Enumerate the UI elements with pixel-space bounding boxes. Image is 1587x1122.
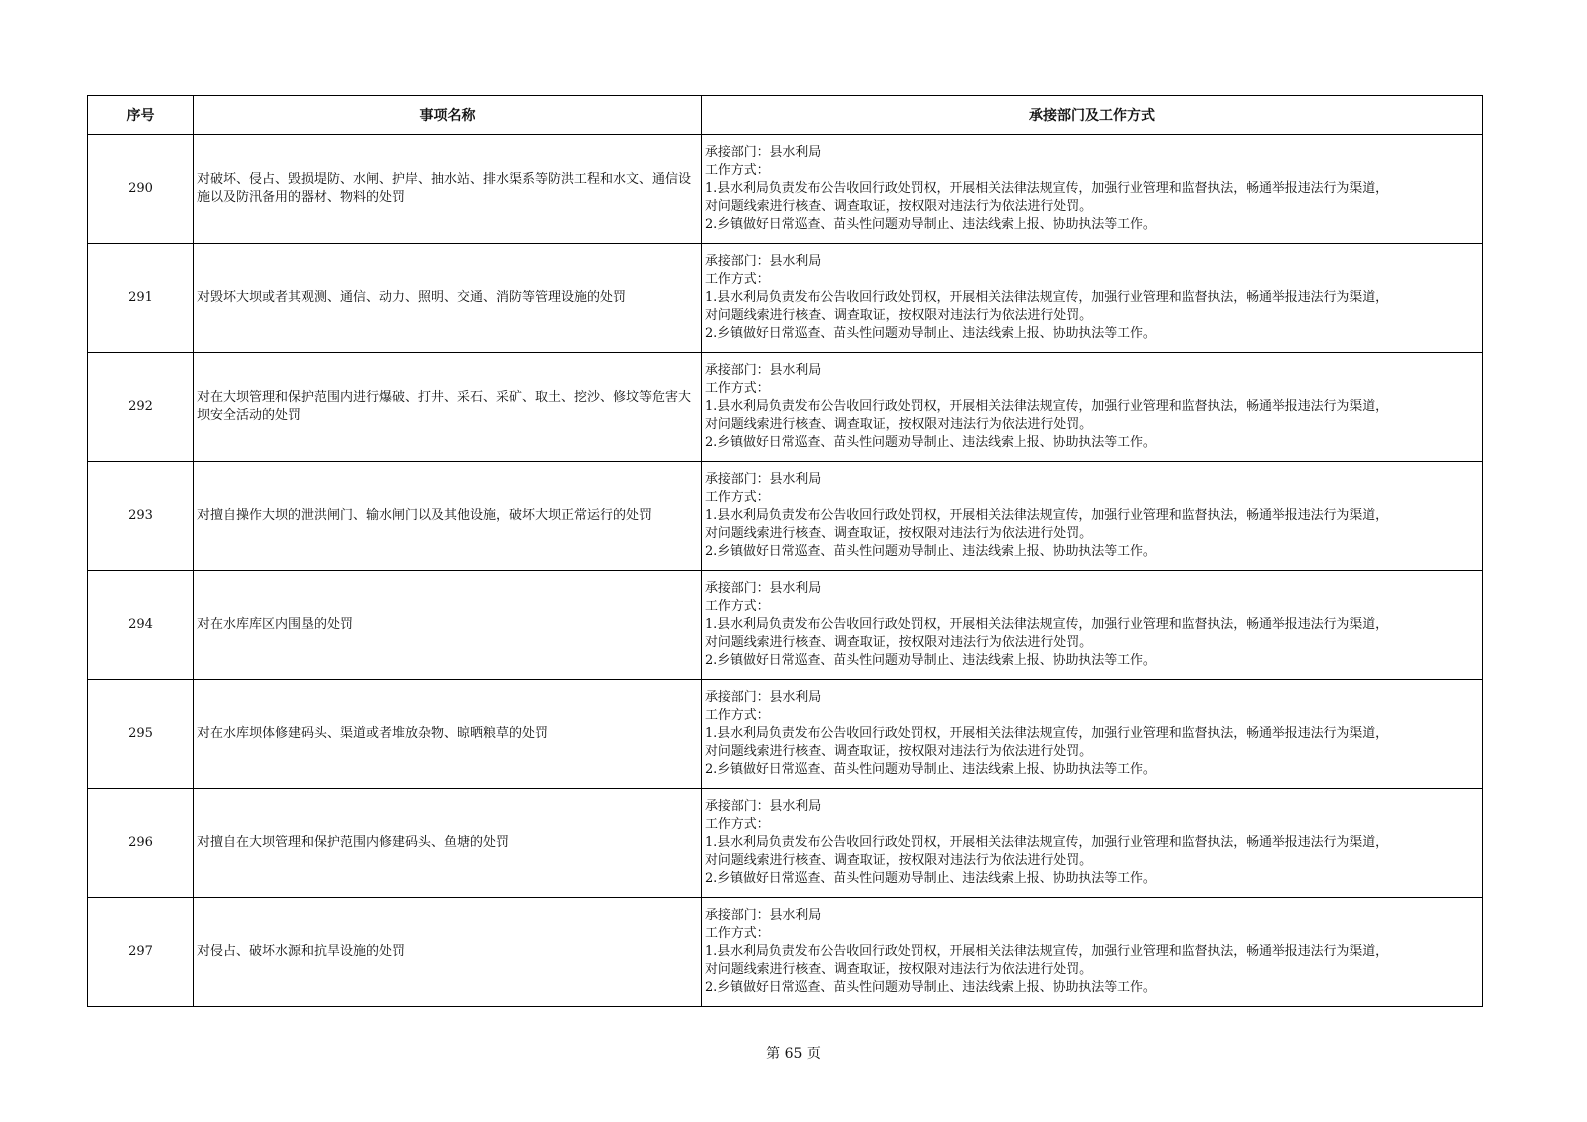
items-table bbox=[87, 95, 1483, 1007]
department-method-line: 2.乡镇做好日常巡查、苗头性问题劝导制止、违法线索上报、协助执法等工作。 bbox=[705, 326, 1156, 341]
row-serial-number: 294 bbox=[88, 571, 194, 680]
row-department-method bbox=[702, 571, 1483, 680]
department-method-line: 承接部门：县水利局 bbox=[705, 799, 822, 814]
department-method-line: 对问题线索进行核查、调查取证，按权限对违法行为依法进行处罚。 bbox=[705, 308, 1093, 323]
table-row bbox=[88, 135, 1483, 244]
header-serial-number: 序号 bbox=[88, 96, 194, 135]
department-method-line: 承接部门：县水利局 bbox=[705, 581, 822, 596]
department-method-line: 1.县水利局负责发布公告收回行政处罚权，开展相关法律法规宣传，加强行业管理和监督执法，畅通举报违法行为渠道， bbox=[705, 399, 1389, 414]
row-department-method bbox=[702, 789, 1483, 898]
department-method-line: 1.县水利局负责发布公告收回行政处罚权，开展相关法律法规宣传，加强行业管理和监督执法，畅通举报违法行为渠道， bbox=[705, 944, 1389, 959]
department-method-line: 工作方式： bbox=[705, 817, 770, 832]
department-method-line: 工作方式： bbox=[705, 272, 770, 287]
row-serial-number: 293 bbox=[88, 462, 194, 571]
row-serial-number: 290 bbox=[88, 135, 194, 244]
department-method-line: 2.乡镇做好日常巡查、苗头性问题劝导制止、违法线索上报、协助执法等工作。 bbox=[705, 653, 1156, 668]
row-item-name: 对侵占、破坏水源和抗旱设施的处罚 bbox=[194, 898, 702, 1007]
department-method-line: 工作方式： bbox=[705, 708, 770, 723]
row-department-method bbox=[702, 244, 1483, 353]
department-method-line: 2.乡镇做好日常巡查、苗头性问题劝导制止、违法线索上报、协助执法等工作。 bbox=[705, 544, 1156, 559]
table-row bbox=[88, 462, 1483, 571]
department-method-line: 对问题线索进行核查、调查取证，按权限对违法行为依法进行处罚。 bbox=[705, 417, 1093, 432]
department-method-line: 2.乡镇做好日常巡查、苗头性问题劝导制止、违法线索上报、协助执法等工作。 bbox=[705, 217, 1156, 232]
row-item-name: 对在水库库区内围垦的处罚 bbox=[194, 571, 702, 680]
row-serial-number: 296 bbox=[88, 789, 194, 898]
row-department-method bbox=[702, 680, 1483, 789]
department-method-line: 2.乡镇做好日常巡查、苗头性问题劝导制止、违法线索上报、协助执法等工作。 bbox=[705, 980, 1156, 995]
department-method-line: 对问题线索进行核查、调查取证，按权限对违法行为依法进行处罚。 bbox=[705, 635, 1093, 650]
department-method-line: 工作方式： bbox=[705, 163, 770, 178]
department-method-line: 承接部门：县水利局 bbox=[705, 908, 822, 923]
department-method-line: 工作方式： bbox=[705, 599, 770, 614]
row-item-name: 对擅自在大坝管理和保护范围内修建码头、鱼塘的处罚 bbox=[194, 789, 702, 898]
department-method-line: 工作方式： bbox=[705, 926, 770, 941]
department-method-line: 1.县水利局负责发布公告收回行政处罚权，开展相关法律法规宣传，加强行业管理和监督执法，畅通举报违法行为渠道， bbox=[705, 617, 1389, 632]
row-item-name: 对破坏、侵占、毁损堤防、水闸、护岸、抽水站、排水渠系等防洪工程和水文、通信设施以及防汛备用的器材、物料的处罚 bbox=[194, 135, 702, 244]
department-method-line: 1.县水利局负责发布公告收回行政处罚权，开展相关法律法规宣传，加强行业管理和监督执法，畅通举报违法行为渠道， bbox=[705, 290, 1389, 305]
page-number: 第 65 页 bbox=[766, 1046, 821, 1062]
department-method-line: 1.县水利局负责发布公告收回行政处罚权，开展相关法律法规宣传，加强行业管理和监督执法，畅通举报违法行为渠道， bbox=[705, 835, 1389, 850]
table-row bbox=[88, 571, 1483, 680]
department-method-line: 对问题线索进行核查、调查取证，按权限对违法行为依法进行处罚。 bbox=[705, 962, 1093, 977]
department-method-line: 1.县水利局负责发布公告收回行政处罚权，开展相关法律法规宣传，加强行业管理和监督执法，畅通举报违法行为渠道， bbox=[705, 181, 1389, 196]
department-method-line: 承接部门：县水利局 bbox=[705, 363, 822, 378]
row-serial-number: 291 bbox=[88, 244, 194, 353]
row-department-method bbox=[702, 135, 1483, 244]
table-row bbox=[88, 353, 1483, 462]
department-method-line: 承接部门：县水利局 bbox=[705, 145, 822, 160]
row-item-name: 对在水库坝体修建码头、渠道或者堆放杂物、晾晒粮草的处罚 bbox=[194, 680, 702, 789]
table-row bbox=[88, 244, 1483, 353]
row-department-method bbox=[702, 353, 1483, 462]
table-row bbox=[88, 680, 1483, 789]
department-method-line: 承接部门：县水利局 bbox=[705, 690, 822, 705]
department-method-line: 2.乡镇做好日常巡查、苗头性问题劝导制止、违法线索上报、协助执法等工作。 bbox=[705, 762, 1156, 777]
row-item-name: 对擅自操作大坝的泄洪闸门、输水闸门以及其他设施，破坏大坝正常运行的处罚 bbox=[194, 462, 702, 571]
row-item-name: 对在大坝管理和保护范围内进行爆破、打井、采石、采矿、取土、挖沙、修坟等危害大坝安全活动的处罚 bbox=[194, 353, 702, 462]
department-method-line: 对问题线索进行核查、调查取证，按权限对违法行为依法进行处罚。 bbox=[705, 199, 1093, 214]
department-method-line: 工作方式： bbox=[705, 381, 770, 396]
department-method-line: 2.乡镇做好日常巡查、苗头性问题劝导制止、违法线索上报、协助执法等工作。 bbox=[705, 435, 1156, 450]
row-serial-number: 292 bbox=[88, 353, 194, 462]
department-method-line: 对问题线索进行核查、调查取证，按权限对违法行为依法进行处罚。 bbox=[705, 744, 1093, 759]
department-method-line: 对问题线索进行核查、调查取证，按权限对违法行为依法进行处罚。 bbox=[705, 526, 1093, 541]
department-method-line: 承接部门：县水利局 bbox=[705, 472, 822, 487]
department-method-line: 1.县水利局负责发布公告收回行政处罚权，开展相关法律法规宣传，加强行业管理和监督执法，畅通举报违法行为渠道， bbox=[705, 726, 1389, 741]
department-method-line: 工作方式： bbox=[705, 490, 770, 505]
department-method-line: 2.乡镇做好日常巡查、苗头性问题劝导制止、违法线索上报、协助执法等工作。 bbox=[705, 871, 1156, 886]
table-row bbox=[88, 898, 1483, 1007]
header-department-method: 承接部门及工作方式 bbox=[702, 96, 1483, 135]
department-method-line: 1.县水利局负责发布公告收回行政处罚权，开展相关法律法规宣传，加强行业管理和监督执法，畅通举报违法行为渠道， bbox=[705, 508, 1389, 523]
department-method-line: 对问题线索进行核查、调查取证，按权限对违法行为依法进行处罚。 bbox=[705, 853, 1093, 868]
table-row bbox=[88, 789, 1483, 898]
row-serial-number: 297 bbox=[88, 898, 194, 1007]
row-department-method bbox=[702, 898, 1483, 1007]
row-serial-number: 295 bbox=[88, 680, 194, 789]
department-method-line: 承接部门：县水利局 bbox=[705, 254, 822, 269]
header-row bbox=[88, 96, 1483, 135]
table-body bbox=[88, 135, 1483, 1007]
header-item-name: 事项名称 bbox=[194, 96, 702, 135]
row-item-name: 对毁坏大坝或者其观测、通信、动力、照明、交通、消防等管理设施的处罚 bbox=[194, 244, 702, 353]
row-department-method bbox=[702, 462, 1483, 571]
